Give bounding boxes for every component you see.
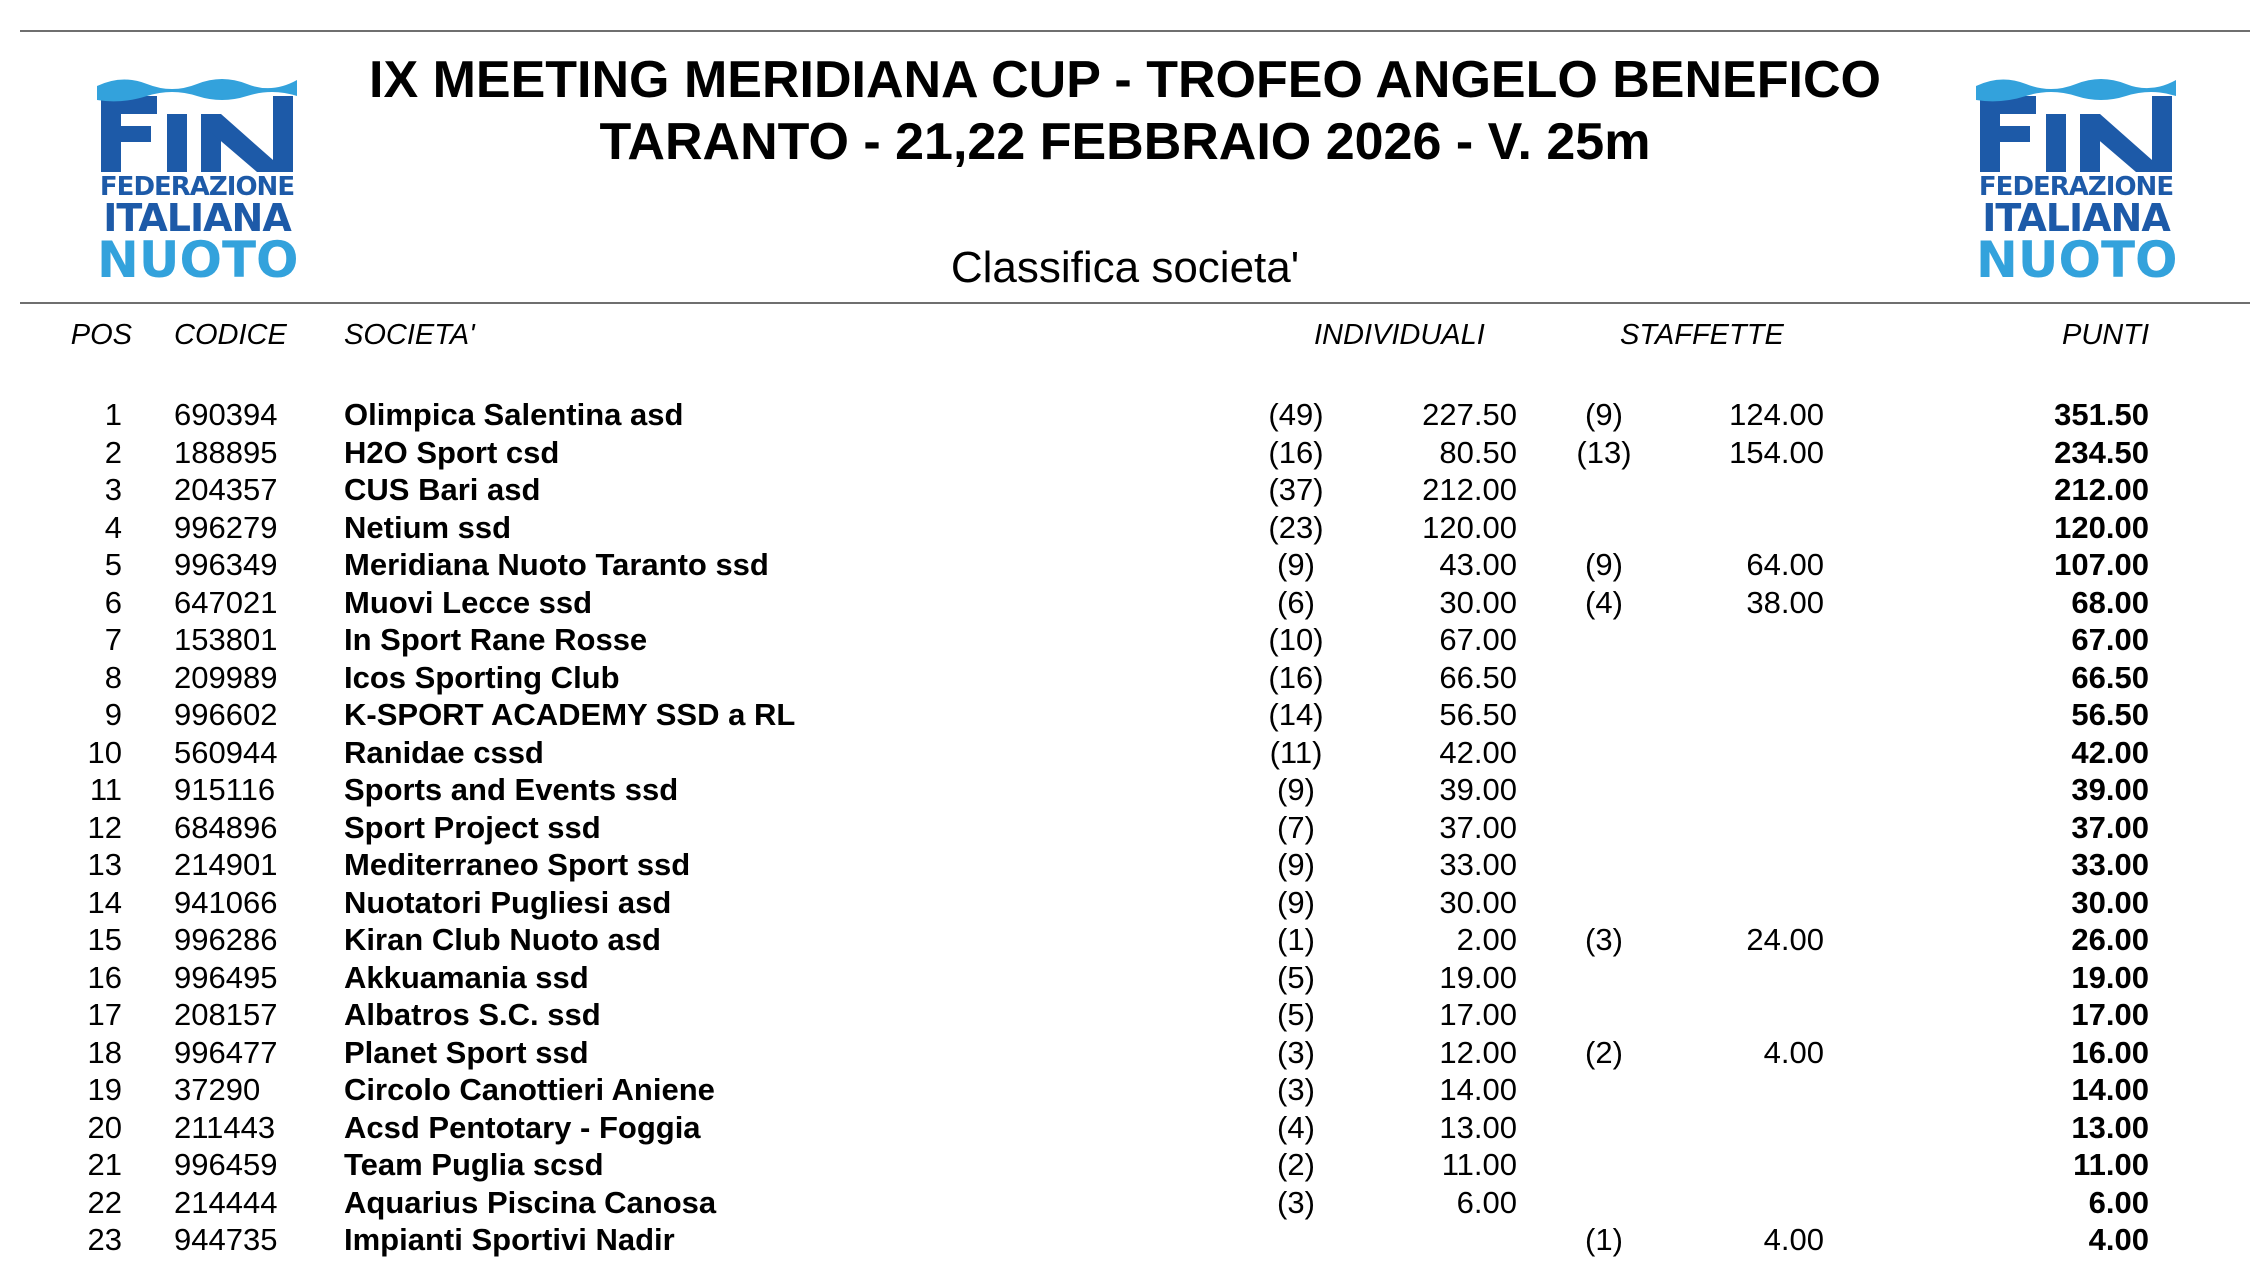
cell-individual-count: (9)	[1277, 547, 1315, 582]
cell-individual-count: (3)	[1277, 1072, 1315, 1107]
logo-line2: ITALIANA	[1982, 196, 2170, 240]
col-header-club: SOCIETA'	[344, 319, 475, 351]
cell-code: 684896	[174, 810, 278, 845]
cell-individual-points: 43.00	[1439, 547, 1517, 582]
cell-club-name: Sport Project ssd	[344, 810, 601, 845]
cell-code: 941066	[174, 885, 278, 920]
cell-code: 647021	[174, 585, 278, 620]
cell-pos: 22	[87, 1185, 122, 1220]
cell-pos: 9	[104, 697, 122, 732]
table-row	[0, 1221, 2250, 1258]
cell-individual-count: (5)	[1277, 960, 1315, 995]
cell-pos: 17	[87, 997, 122, 1032]
cell-club-name: Impianti Sportivi Nadir	[344, 1222, 675, 1257]
cell-relay-points: 4.00	[1763, 1035, 1824, 1070]
cell-individual-points: 13.00	[1439, 1110, 1517, 1145]
col-header-points: PUNTI	[2062, 319, 2149, 351]
cell-code: 996495	[174, 960, 278, 995]
cell-total-points: 56.50	[2071, 697, 2149, 732]
cell-club-name: CUS Bari asd	[344, 472, 541, 507]
cell-total-points: 33.00	[2071, 847, 2149, 882]
cell-individual-points: 30.00	[1439, 585, 1517, 620]
cell-code: 996477	[174, 1035, 278, 1070]
cell-individual-points: 17.00	[1439, 997, 1517, 1032]
cell-total-points: 39.00	[2071, 772, 2149, 807]
cell-relay-points: 154.00	[1729, 435, 1824, 470]
cell-individual-points: 2.00	[1456, 922, 1517, 957]
cell-club-name: Sports and Events ssd	[344, 772, 679, 807]
cell-individual-count: (14)	[1268, 697, 1324, 732]
cell-club-name: Team Puglia scsd	[344, 1147, 604, 1182]
cell-total-points: 13.00	[2071, 1110, 2149, 1145]
page-subtitle: Classifica societa'	[950, 243, 1300, 292]
cell-club-name: Nuotatori Pugliesi asd	[344, 885, 672, 920]
cell-club-name: Ranidae cssd	[344, 735, 544, 770]
logo-line3: NUOTO	[1976, 231, 2178, 289]
cell-club-name: Icos Sporting Club	[344, 660, 620, 695]
table-row	[0, 471, 2250, 508]
table-row	[0, 734, 2250, 771]
cell-pos: 11	[89, 772, 122, 807]
cell-individual-count: (9)	[1277, 772, 1315, 807]
cell-individual-points: 6.00	[1456, 1185, 1517, 1220]
cell-code: 996349	[174, 547, 278, 582]
cell-club-name: Planet Sport ssd	[344, 1035, 589, 1070]
cell-relay-count: (2)	[1585, 1035, 1623, 1070]
cell-total-points: 234.50	[2054, 435, 2149, 470]
cell-individual-points: 33.00	[1439, 847, 1517, 882]
cell-code: 188895	[174, 435, 278, 470]
cell-total-points: 6.00	[2088, 1185, 2149, 1220]
cell-individual-points: 37.00	[1439, 810, 1517, 845]
cell-code: 944735	[174, 1222, 278, 1257]
table-row	[0, 1071, 2250, 1108]
cell-total-points: 17.00	[2071, 997, 2149, 1032]
cell-pos: 15	[87, 922, 122, 957]
cell-individual-count: (16)	[1268, 435, 1324, 470]
cell-total-points: 66.50	[2071, 660, 2149, 695]
cell-individual-points: 227.50	[1422, 397, 1517, 432]
cell-individual-count: (3)	[1277, 1035, 1315, 1070]
cell-relay-count: (9)	[1585, 547, 1623, 582]
table-row	[0, 546, 2250, 583]
cell-pos: 18	[87, 1035, 122, 1070]
cell-individual-count: (16)	[1268, 660, 1324, 695]
cell-pos: 6	[104, 585, 122, 620]
cell-relay-count: (9)	[1585, 397, 1623, 432]
cell-total-points: 67.00	[2071, 622, 2149, 657]
cell-individual-points: 42.00	[1439, 735, 1517, 770]
cell-pos: 5	[104, 547, 122, 582]
table-row	[0, 921, 2250, 958]
cell-total-points: 11.00	[2073, 1147, 2149, 1182]
cell-club-name: Akkuamania ssd	[344, 960, 589, 995]
cell-relay-count: (1)	[1585, 1222, 1623, 1257]
cell-code: 560944	[174, 735, 278, 770]
cell-individual-points: 19.00	[1439, 960, 1517, 995]
cell-individual-points: 212.00	[1422, 472, 1517, 507]
cell-club-name: In Sport Rane Rosse	[344, 622, 648, 657]
cell-pos: 16	[87, 960, 122, 995]
table-row	[0, 621, 2250, 658]
cell-relay-count: (13)	[1576, 435, 1632, 470]
cell-pos: 7	[104, 622, 122, 657]
cell-relay-count: (4)	[1585, 585, 1623, 620]
cell-total-points: 107.00	[2054, 547, 2149, 582]
cell-pos: 23	[87, 1222, 122, 1257]
cell-individual-points: 66.50	[1439, 660, 1517, 695]
cell-pos: 21	[87, 1147, 122, 1182]
table-row	[0, 509, 2250, 546]
cell-relay-points: 38.00	[1746, 585, 1824, 620]
cell-individual-count: (9)	[1277, 885, 1315, 920]
cell-club-name: Netium ssd	[344, 510, 512, 545]
cell-code: 208157	[174, 997, 278, 1032]
table-row	[0, 659, 2250, 696]
cell-individual-points: 67.00	[1439, 622, 1517, 657]
logo-line1: FEDERAZIONE	[1978, 172, 2174, 202]
table-row	[0, 884, 2250, 921]
cell-total-points: 14.00	[2071, 1072, 2149, 1107]
cell-club-name: K-SPORT ACADEMY SSD a RL	[344, 697, 796, 732]
cell-total-points: 120.00	[2054, 510, 2149, 545]
cell-total-points: 30.00	[2071, 885, 2149, 920]
cell-total-points: 16.00	[2071, 1035, 2149, 1070]
cell-code: 211443	[174, 1110, 276, 1145]
table-row	[0, 1034, 2250, 1071]
cell-relay-count: (3)	[1585, 922, 1623, 957]
cell-pos: 13	[87, 847, 122, 882]
cell-relay-points: 4.00	[1763, 1222, 1824, 1257]
table-row	[0, 396, 2250, 433]
cell-club-name: Albatros S.C. ssd	[344, 997, 601, 1032]
col-header-individual: INDIVIDUALI	[1314, 319, 1485, 351]
cell-total-points: 42.00	[2071, 735, 2149, 770]
cell-club-name: Mediterraneo Sport ssd	[344, 847, 691, 882]
cell-total-points: 19.00	[2071, 960, 2149, 995]
cell-code: 37290	[174, 1072, 261, 1107]
cell-club-name: H2O Sport csd	[344, 435, 560, 470]
cell-individual-points: 30.00	[1439, 885, 1517, 920]
cell-total-points: 4.00	[2088, 1222, 2149, 1257]
cell-pos: 19	[87, 1072, 122, 1107]
logo-line3: NUOTO	[97, 231, 299, 289]
cell-individual-points: 120.00	[1422, 510, 1517, 545]
cell-total-points: 68.00	[2071, 585, 2149, 620]
cell-code: 209989	[174, 660, 278, 695]
table-row	[0, 959, 2250, 996]
cell-pos: 14	[87, 885, 122, 920]
cell-code: 996286	[174, 922, 278, 957]
cell-pos: 12	[87, 810, 122, 845]
cell-individual-count: (49)	[1268, 397, 1324, 432]
cell-club-name: Olimpica Salentina asd	[344, 397, 684, 432]
cell-pos: 10	[87, 735, 122, 770]
cell-pos: 8	[104, 660, 122, 695]
cell-total-points: 351.50	[2054, 397, 2149, 432]
cell-individual-points: 11.00	[1441, 1147, 1517, 1182]
cell-individual-count: (23)	[1268, 510, 1324, 545]
table-row	[0, 584, 2250, 621]
logo-line2: ITALIANA	[103, 196, 291, 240]
cell-club-name: Acsd Pentotary - Foggia	[344, 1110, 701, 1145]
cell-club-name: Meridiana Nuoto Taranto ssd	[344, 547, 769, 582]
cell-individual-count: (37)	[1268, 472, 1324, 507]
header-rule	[20, 302, 2250, 304]
cell-individual-count: (9)	[1277, 847, 1315, 882]
cell-individual-points: 80.50	[1439, 435, 1517, 470]
table-row	[0, 1146, 2250, 1183]
cell-pos: 1	[104, 397, 122, 432]
cell-pos: 4	[104, 510, 122, 545]
col-header-relay: STAFFETTE	[1620, 319, 1784, 351]
cell-individual-count: (2)	[1277, 1147, 1315, 1182]
cell-individual-count: (5)	[1277, 997, 1315, 1032]
cell-code: 153801	[174, 622, 278, 657]
cell-individual-points: 39.00	[1439, 772, 1517, 807]
table-row	[0, 846, 2250, 883]
cell-relay-points: 64.00	[1746, 547, 1824, 582]
cell-total-points: 212.00	[2054, 472, 2149, 507]
cell-individual-count: (11)	[1269, 735, 1323, 770]
cell-club-name: Kiran Club Nuoto asd	[344, 922, 661, 957]
logo-line1: FEDERAZIONE	[99, 172, 295, 202]
cell-code: 214444	[174, 1185, 278, 1220]
cell-individual-count: (3)	[1277, 1185, 1315, 1220]
table-row	[0, 1109, 2250, 1146]
cell-code: 204357	[174, 472, 278, 507]
cell-club-name: Aquarius Piscina Canosa	[344, 1185, 717, 1220]
table-row	[0, 809, 2250, 846]
table-row	[0, 696, 2250, 733]
cell-individual-points: 56.50	[1439, 697, 1517, 732]
cell-total-points: 37.00	[2071, 810, 2149, 845]
page-title-line2: TARANTO - 21,22 FEBBRAIO 2026 - V. 25m	[599, 113, 1651, 171]
cell-pos: 20	[87, 1110, 122, 1145]
cell-relay-points: 24.00	[1746, 922, 1824, 957]
cell-code: 996279	[174, 510, 278, 545]
cell-pos: 2	[104, 435, 122, 470]
col-header-code: CODICE	[174, 319, 287, 351]
cell-code: 996602	[174, 697, 278, 732]
col-header-pos: POS	[70, 319, 132, 351]
table-row	[0, 771, 2250, 808]
cell-code: 915116	[174, 772, 276, 807]
cell-individual-count: (1)	[1277, 922, 1315, 957]
table-row	[0, 1184, 2250, 1221]
cell-code: 690394	[174, 397, 278, 432]
cell-individual-count: (10)	[1268, 622, 1324, 657]
top-rule	[20, 30, 2250, 32]
cell-total-points: 26.00	[2071, 922, 2149, 957]
cell-code: 996459	[174, 1147, 278, 1182]
table-row	[0, 434, 2250, 471]
cell-club-name: Circolo Canottieri Aniene	[344, 1072, 715, 1107]
page-title: IX MEETING MERIDIANA CUP - TROFEO ANGELO BENEFICO	[369, 51, 1881, 109]
table-row	[0, 996, 2250, 1033]
cell-individual-points: 12.00	[1439, 1035, 1517, 1070]
cell-individual-points: 14.00	[1439, 1072, 1517, 1107]
cell-individual-count: (6)	[1277, 585, 1315, 620]
cell-individual-count: (4)	[1277, 1110, 1315, 1145]
cell-pos: 3	[104, 472, 122, 507]
cell-club-name: Muovi Lecce ssd	[344, 585, 593, 620]
cell-individual-count: (7)	[1277, 810, 1315, 845]
cell-relay-points: 124.00	[1729, 397, 1824, 432]
cell-code: 214901	[174, 847, 278, 882]
